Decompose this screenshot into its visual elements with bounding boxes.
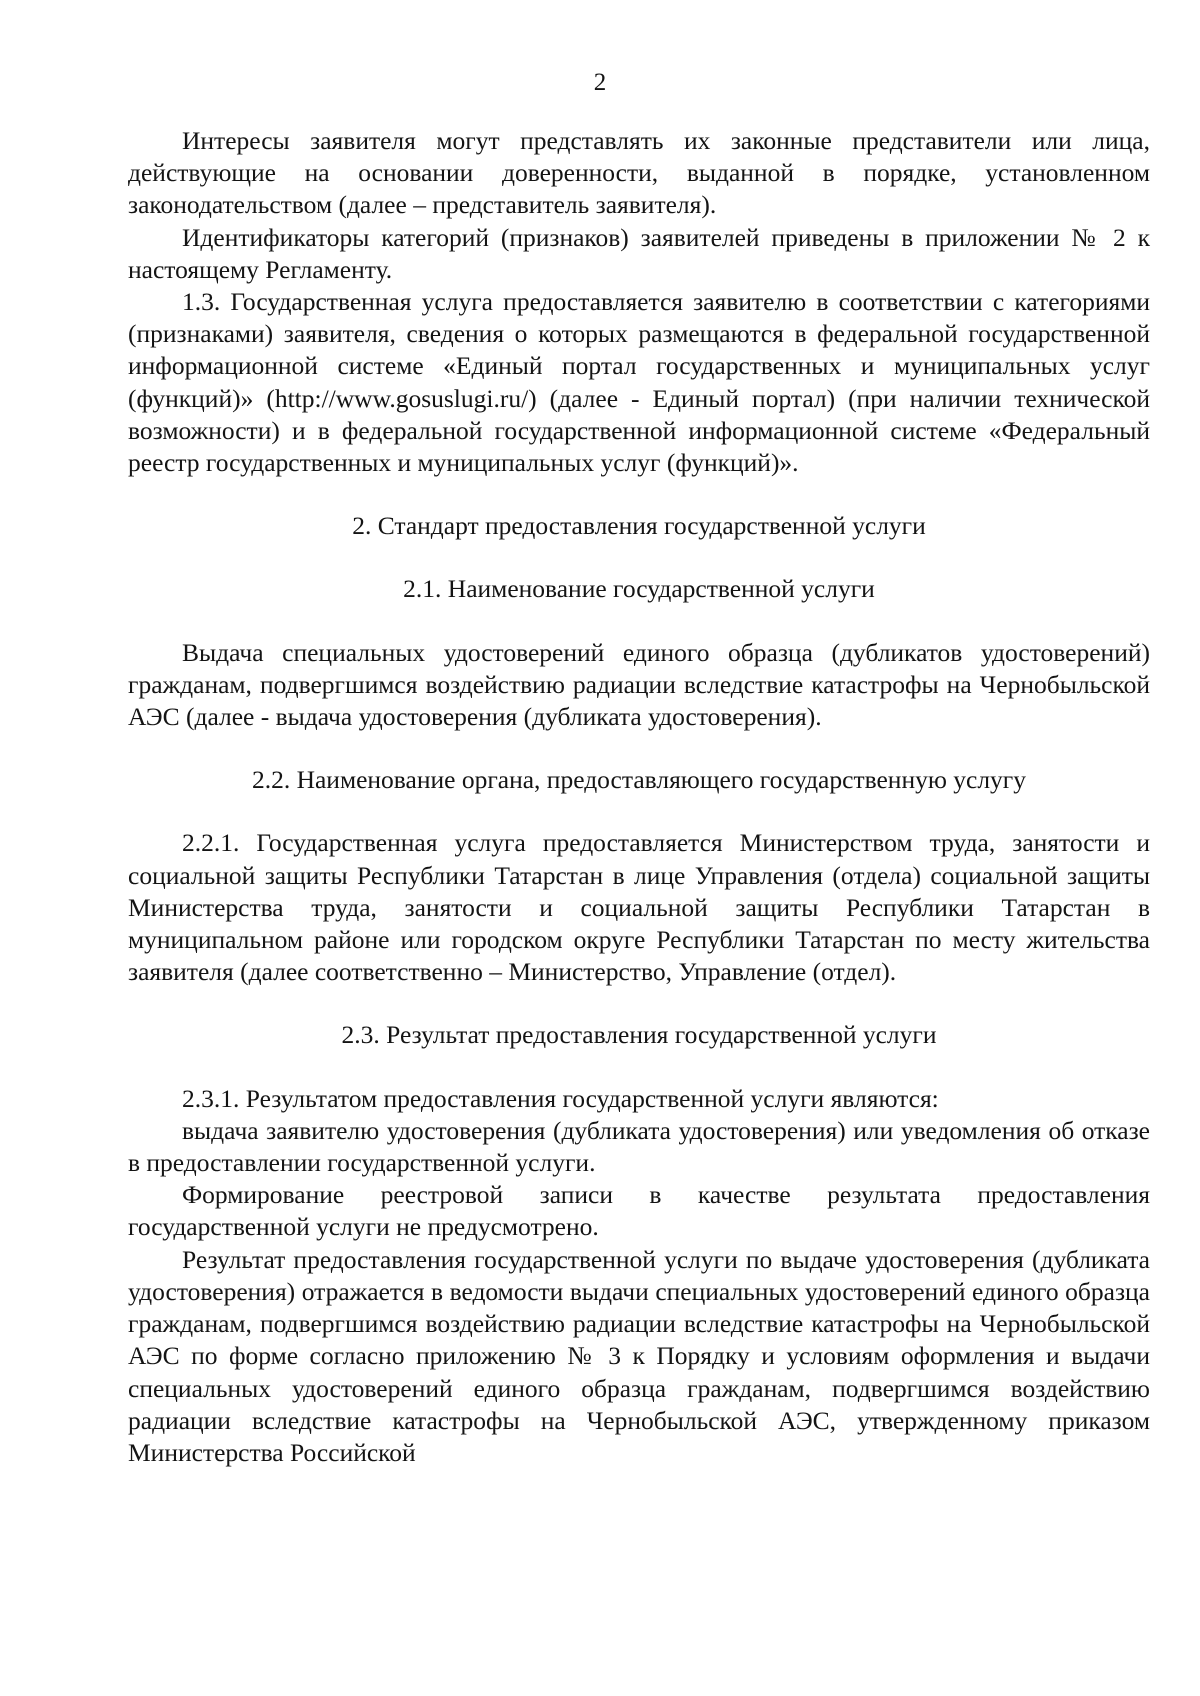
paragraph-2-2-1: 2.2.1. Государственная услуга предоставляется Министерством труда, занятости и социальной защиты Республики Татарстан в лице Управления (отдела) социальной защиты Министерства труда, занятости и социальной защиты Республики Татарстан в муниципальном районе или городском округе Республики Татарстан по месту жительства заявителя (далее соответственно – Министерство, Управление (отдел). [128, 828, 1150, 987]
paragraph-registry-record: Формирование реестровой записи в качестве результата предоставления государственной услуги не предусмотрено. [128, 1180, 1150, 1242]
paragraph-representatives: Интересы заявителя могут представлять их законные представители или лица, действующие на основании доверенности, выданной в порядке, установленном законодательством (далее – представитель заявителя). [128, 126, 1150, 220]
paragraph-result-record: Результат предоставления государственной услуги по выдаче удостоверения (дубликата удостоверения) отражается в ведомости выдачи специальных удостоверений единого образца гражданам, подвергшимся воздействию радиации вследствие катастрофы на Чернобыльской АЭС по форме согласно приложению № 3 к Порядку и условиям оформления и выдачи специальных удостоверений единого образца гражданам, подвергшимся воздействию радиации вследствие катастрофы на Чернобыльской АЭС, утвержденному приказом Министерства Российской [128, 1244, 1150, 1467]
paragraph-service-name: Выдача специальных удостоверений единого образца (дубликатов удостоверений) гражданам, подвергшимся воздействию радиации вследствие катастрофы на Чернобыльской АЭС (далее - выдача удостоверения (дубликата удостоверения). [128, 637, 1150, 732]
page-number: 2 [593, 69, 607, 96]
paragraph-result-issuance: выдача заявителю удостоверения (дубликата удостоверения) или уведомления об отказе в предоставлении государственной услуги. [128, 1115, 1150, 1178]
paragraph-identifiers: Идентификаторы категорий (признаков) заявителей приведены в приложении № 2 к настоящему Регламенту. [128, 222, 1150, 284]
section-heading-2-2: 2.2. Наименование органа, предоставляющего государственную услугу [251, 765, 1027, 795]
paragraph-2-3-1: 2.3.1. Результатом предоставления государственной услуги являются: [182, 1083, 939, 1113]
section-heading-2-1: 2.1. Наименование государственной услуги [403, 574, 875, 604]
paragraph-1-3: 1.3. Государственная услуга предоставляется заявителю в соответствии с категориями (признаками) заявителя, сведения о которых размещаются в федеральной государственной информационной системе «Единый портал государственных и муниципальных услуг (функций)» (http://www.gosuslugi.ru/) (далее - Единый портал) (при наличии технической возможности) и в федеральной государственной информационной системе «Федеральный реестр государственных и муниципальных услуг (функций)». [128, 287, 1150, 478]
document-body [128, 125, 1150, 1469]
section-heading-2: 2. Стандарт предоставления государственной услуги [352, 511, 926, 541]
section-heading-2-3: 2.3. Результат предоставления государственной услуги [341, 1020, 937, 1050]
